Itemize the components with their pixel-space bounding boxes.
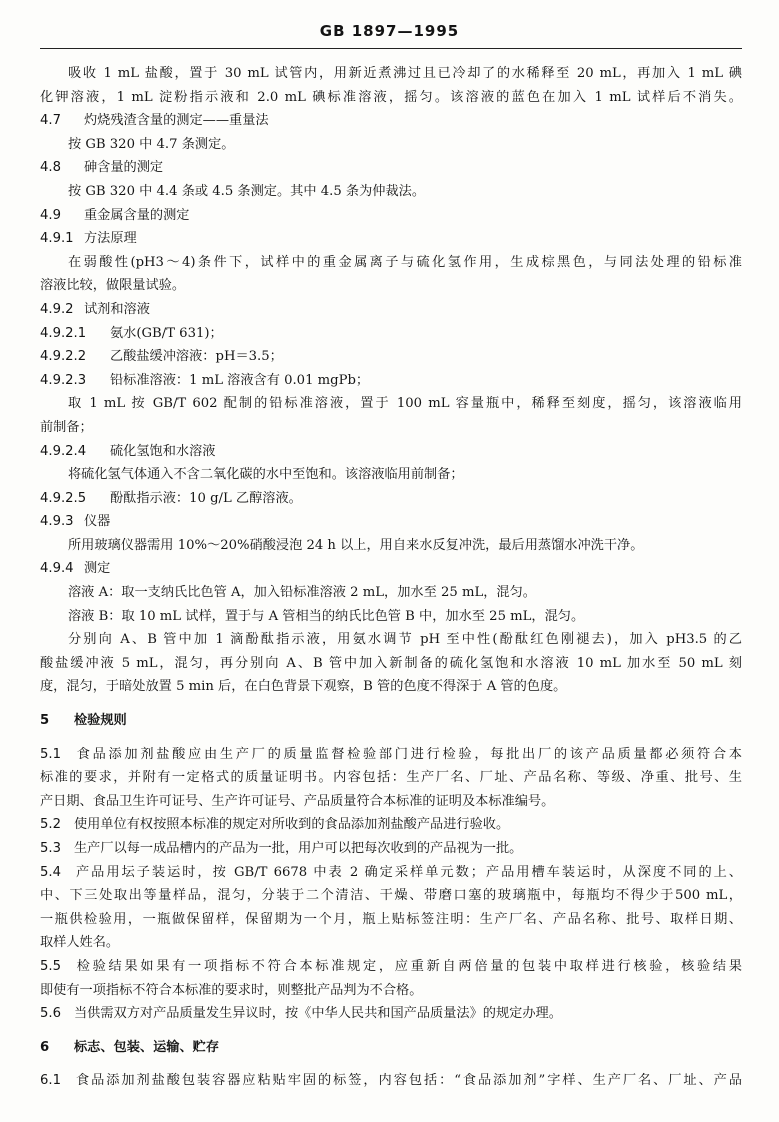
text-line: 度，混匀，于暗处放置 5 min 后，在白色背景下观察，B 管的色度不得深于 A 管的色度。 (40, 679, 567, 695)
clause-heading-4-9-1: 4.9.1 方法原理 (40, 231, 137, 247)
clause-4-9-2-3: 4.9.2.3 铅标准溶液：1 mL 溶液含有 0.01 mgPb； (40, 372, 370, 388)
text-line: 分别向 A、B 管中加 1 滴酚酞指示液，用氨水调节 pH 至中性(酚酞红色刚褪去)，加入 pH3.5 的乙 (68, 632, 742, 648)
text-line: 化钾溶液，1 mL 淀粉指示液和 2.0 mL 碘标准溶液，摇匀。该溶液的蓝色在加入 1 mL 试样后不消失。 (40, 89, 742, 105)
clause-5-6: 5.6 当供需双方对产品质量发生异议时，按《中华人民共和国产品质量法》的规定办理。 (40, 1006, 562, 1022)
standard-number-header: GB 1897—1995 (319, 22, 460, 40)
text-line: 即使有一项指标不符合本标准的要求时，则整批产品判为不合格。 (40, 982, 423, 998)
clause-4-9-2-2: 4.9.2.2 乙酸盐缓冲溶液：pH＝3.5； (40, 349, 283, 365)
clause-4-9-2-5: 4.9.2.5 酚酞指示液：10 g/L 乙醇溶液。 (40, 490, 302, 506)
clause-5-4: 5.4 产品用坛子装运时，按 GB/T 6678 中表 2 确定采样单元数；产品用槽车装运时，从深度不同的上、 (40, 864, 742, 880)
text-line: 在弱酸性(pH3～4)条件下，试样中的重金属离子与硫化氢作用，生成棕黑色，与同法处理的铅标准 (68, 254, 742, 270)
section-heading-5: 5 检验规则 (40, 713, 127, 729)
text-line: 所用玻璃仪器需用 10%～20%硝酸浸泡 24 h 以上，用自来水反复冲洗，最后用蒸馏水冲洗干净。 (68, 537, 644, 553)
clause-heading-4-9: 4.9 重金属含量的测定 (40, 207, 190, 223)
text-line: 一瓶供检验用，一瓶做保留样，保留期为一个月，瓶上贴标签注明：生产厂名、产品名称、批号、取样日期、 (40, 911, 742, 927)
text-line: 产日期、食品卫生许可证号、生产许可证号、产品质量符合本标准的证明及本标准编号。 (40, 793, 555, 809)
clause-heading-4-9-4: 4.9.4 测定 (40, 561, 111, 577)
text-line: 按 GB 320 中 4.4 条或 4.5 条测定。其中 4.5 条为仲裁法。 (68, 183, 426, 199)
text-line: 按 GB 320 中 4.7 条测定。 (68, 136, 235, 152)
text-line: 中、下三处取出等量样品，混匀，分装于二个清洁、干燥、带磨口塞的玻璃瓶中，每瓶均不得少于500 mL， (40, 888, 742, 904)
clause-heading-4-7: 4.7 灼烧残渣含量的测定——重量法 (40, 113, 269, 129)
text-line: 溶液 B：取 10 mL 试样，置于与 A 管相当的纳氏比色管 B 中，加水至 25 mL，混匀。 (68, 608, 585, 624)
text-line: 酸盐缓冲液 5 mL，混匀，再分别向 A、B 管中加入新制备的硫化氢饱和水溶液 10 mL 加水至 50 mL 刻 (40, 655, 742, 671)
clause-heading-4-9-3: 4.9.3 仪器 (40, 514, 111, 530)
clause-5-1: 5.1 食品添加剂盐酸应由生产厂的质量监督检验部门进行检验，每批出厂的该产品质量都必须符合本 (40, 746, 742, 762)
text-line: 取 1 mL 按 GB/T 602 配制的铅标准溶液，置于 100 mL 容量瓶中，稀释至刻度，摇匀，该溶液临用 (68, 396, 742, 412)
clause-5-2: 5.2 使用单位有权按照本标准的规定对所收到的食品添加剂盐酸产品进行验收。 (40, 817, 510, 833)
text-line: 溶液比较，做限量试验。 (40, 278, 186, 294)
clause-heading-4-9-2: 4.9.2 试剂和溶液 (40, 301, 150, 317)
text-line: 将硫化氢气体通入不含二氧化碳的水中至饱和。该溶液临用前制备； (68, 467, 464, 483)
clause-4-9-2-1: 4.9.2.1 氨水(GB/T 631)； (40, 325, 223, 341)
text-line: 前制备； (40, 419, 93, 435)
text-line: 吸收 1 mL 盐酸，置于 30 mL 试管内，用新近煮沸过且已冷却了的水稀释至 20 mL，再加入 1 mL 碘 (68, 66, 742, 81)
clause-5-3: 5.3 生产厂以每一成品槽内的产品为一批，用户可以把每次收到的产品视为一批。 (40, 841, 523, 856)
clause-6-1: 6.1 食品添加剂盐酸包装容器应粘贴牢固的标签，内容包括：“食品添加剂”字样、生产厂名、厂址、产品 (40, 1073, 742, 1089)
text-line: 取样人姓名。 (40, 935, 120, 951)
clause-heading-4-8: 4.8 砷含量的测定 (40, 160, 164, 176)
header-rule (40, 48, 742, 49)
clause-4-9-2-4: 4.9.2.4 硫化氢饱和水溶液 (40, 443, 216, 459)
text-line: 溶液 A：取一支纳氏比色管 A，加入铅标准溶液 2 mL，加水至 25 mL，混匀。 (68, 585, 536, 601)
document-body (40, 62, 742, 1093)
clause-5-5: 5.5 检验结果如果有一项指标不符合本标准规定，应重新自两倍量的包装中取样进行核验，核验结果 (40, 958, 742, 974)
text-line: 标准的要求，并附有一定格式的质量证明书。内容包括：生产厂名、厂址、产品名称、等级、净重、批号、生 (40, 770, 742, 786)
section-heading-6: 6 标志、包装、运输、贮存 (40, 1039, 220, 1055)
